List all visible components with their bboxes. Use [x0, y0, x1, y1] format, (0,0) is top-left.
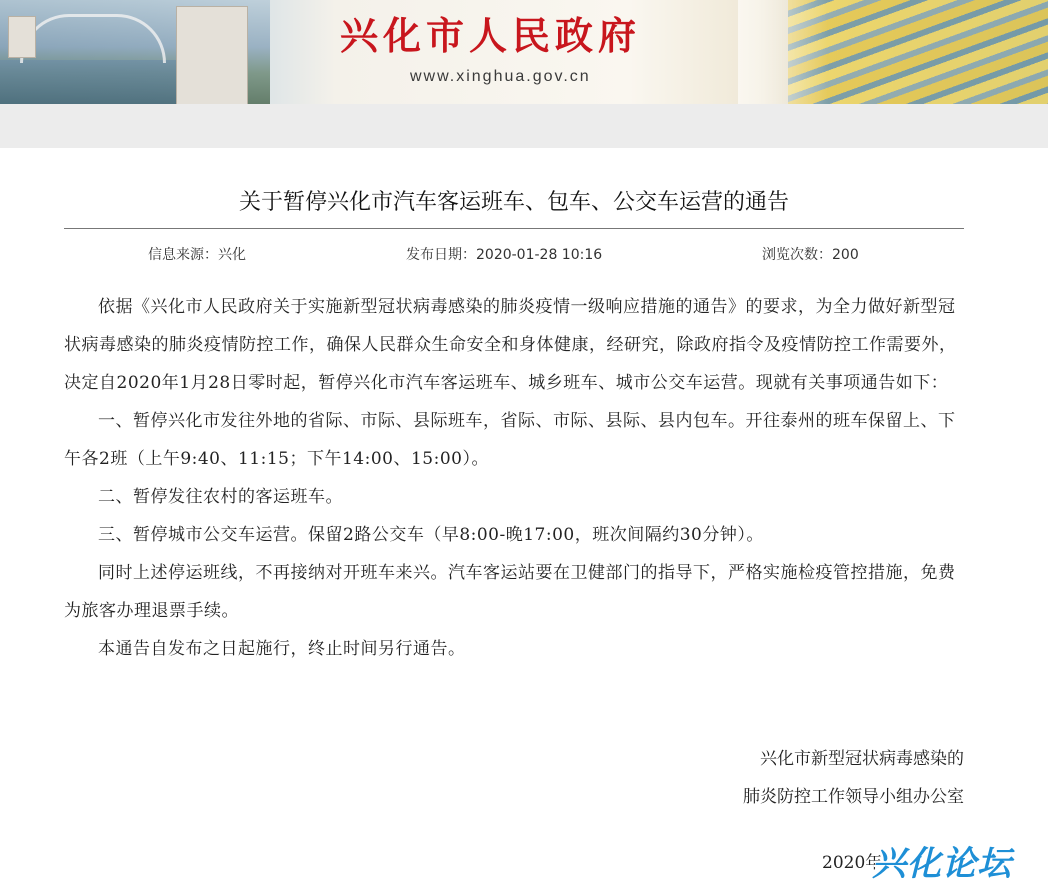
paragraph: 同时上述停运班线，不再接纳对开班车来兴。汽车客运站要在卫健部门的指导下，严格实施检疫管控措施，免费为旅客办理退票手续。	[64, 563, 956, 621]
signoff-line: 兴化市新型冠状病毒感染的	[760, 749, 964, 769]
meta-publish-date: 发布日期：2020-01-28 10:16	[406, 247, 603, 263]
building-photo	[176, 6, 248, 104]
river-photo	[0, 60, 180, 104]
nav-bar	[0, 104, 1048, 148]
paragraph: 依据《兴化市人民政府关于实施新型冠状病毒感染的肺炎疫情一级响应措施的通告》的要求，为全力做好新型冠状病毒感染的肺炎疫情防控工作，确保人民群众生命安全和身体健康，经研究，除政府指令及疫情防控工作需要外，决定自2020年1月28日零时起，暂停兴化市汽车客运班车、城乡班车、城市公交车运营。现就有关事项通告如下：	[64, 297, 957, 393]
site-banner	[0, 0, 1048, 104]
site-url[interactable]: www.xinghua.gov.cn	[410, 68, 591, 85]
paragraph: 二、暂停发往农村的客运班车。	[98, 487, 343, 507]
building-photo	[8, 16, 36, 58]
issue-date: 2020年	[822, 853, 883, 873]
signoff-line: 肺炎防控工作领导小组办公室	[743, 787, 964, 807]
paragraph: 三、暂停城市公交车运营。保留2路公交车（早8:00-晚17:00，班次间隔约30分钟）。	[98, 525, 764, 545]
banner-fade	[738, 0, 828, 104]
article-title: 关于暂停兴化市汽车客运班车、包车、公交车运营的通告	[238, 190, 789, 215]
signoff	[743, 740, 964, 816]
meta-source: 信息来源：兴化	[148, 247, 246, 263]
paragraph: 本通告自发布之日起施行，终止时间另行通告。	[98, 639, 466, 659]
site-title[interactable]: 兴化市人民政府	[340, 13, 642, 58]
paragraph: 一、暂停兴化市发往外地的省际、市际、县际班车，省际、市际、县际、县内包车。开往泰州的班车保留上、下午各2班（上午9:40、11:15；下午14:00、15:00）。	[64, 411, 956, 469]
meta-views: 浏览次数：200	[762, 247, 859, 263]
bridge-photo	[20, 14, 166, 63]
forum-watermark: 兴化论坛	[872, 844, 1012, 884]
article-body	[64, 288, 964, 668]
title-divider	[64, 228, 964, 229]
